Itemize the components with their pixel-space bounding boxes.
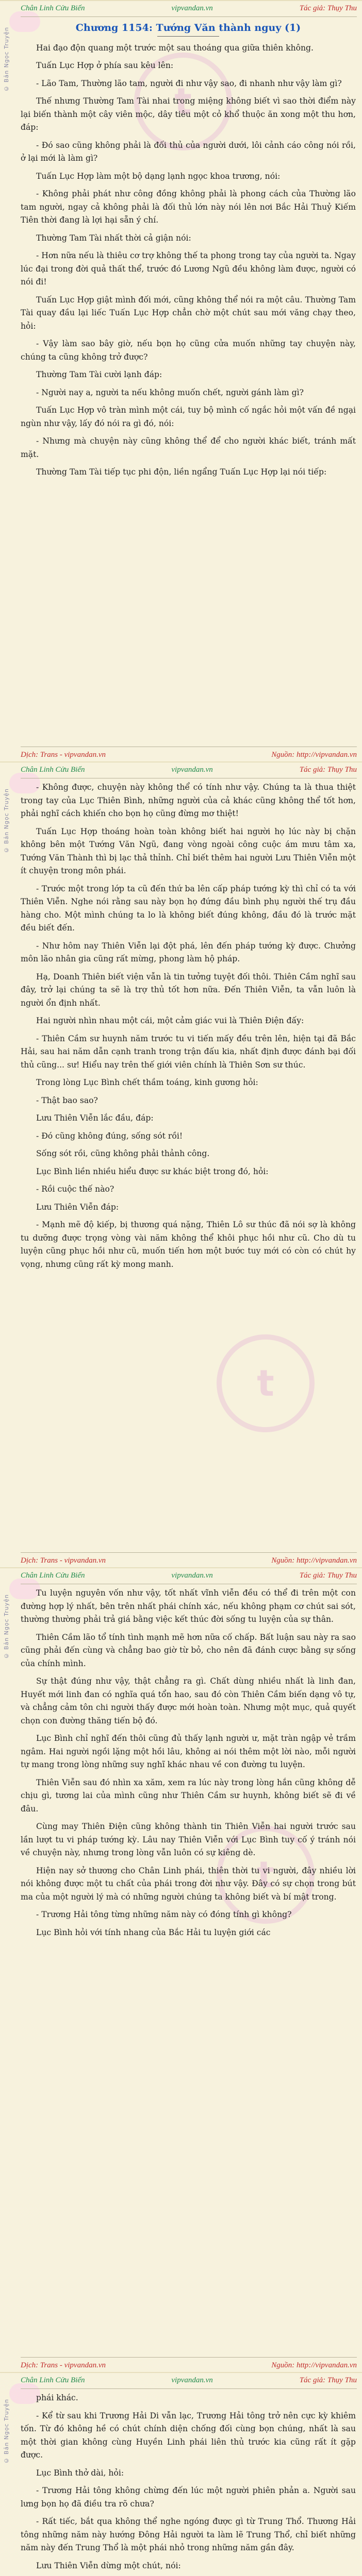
paragraph: - Thật bao sao?: [36, 1095, 98, 1105]
side-watermark: © Bản Ngọc Truyện: [3, 788, 10, 854]
paragraph: - Không phải phát như công đồng không phải là phong cách của Thường lão tam người, ngay cả không phải là đối thủ lớn này nói lên nơi Bắc Hải Thuỷ Kiếm Tiên thời đang là lợi hại sẵn ý chí.: [21, 189, 356, 225]
paragraph: Thiên Viễn sau đó nhìn xa xăm, xem ra lúc này trong lòng hắn cũng không dễ chịu gì, tương lai của mình cũng như Thiên Cầm sư huynh, không biết sẽ đi về đâu.: [21, 1777, 356, 1814]
paragraph: Lưu Thiên Viễn lắc đầu, đáp:: [36, 1113, 154, 1123]
side-watermark: © Bản Ngọc Truyện: [3, 2399, 10, 2464]
paragraph: Sống sót rồi, cũng không phải thảnh công.: [36, 1149, 210, 1158]
paragraph: Lục Bình chỉ nghĩ đến thôi cũng đủ thấy lạnh người ư, mặt tràn ngập vẻ trầm ngâm. Hai người ngồi lặng một hồi lâu, không ai nói thêm một lời nào, mỗi người tự mang trong lòng những suy nghĩ khác nhau về con đường tu luyện.: [21, 1734, 356, 1769]
header-translator: Tác giả: Thụy Thu: [299, 766, 357, 774]
footer-source[interactable]: Nguồn: http://vipvandan.vn: [271, 2361, 357, 2369]
paragraph: Thường Tam Tài cười lạnh đáp:: [36, 370, 162, 379]
header-site-url[interactable]: vipvandan.vn: [171, 4, 213, 12]
paragraph: Cùng may Thiên Điện cũng không thành tin Thiên Viễn hai người trước sau lần lượt tu vi pháp tướng kỳ. Lâu nay Thiên Viễn với Lục Bình tuy cố ý tránh nói về chuyện này, nhưng trong lòng vẫn luôn có sự kiêng dè.: [21, 1822, 356, 1857]
paragraph: - Nhưng mà chuyện này cũng không thể để cho người khác biết, tránh mất mặt.: [21, 436, 356, 459]
footer-source[interactable]: Nguồn: http://vipvandan.vn: [271, 1556, 357, 1565]
paragraph: Lưu Thiên Viễn dừng một chút, nói:: [36, 2561, 181, 2570]
header-site-name: Chân Linh Cửu Biến: [21, 4, 85, 12]
paragraph: Lục Bình liền nhiều hiểu được sư khác biệt trong đó, hỏi:: [36, 1166, 269, 1176]
paragraph: - Vậy làm sao bây giờ, nếu bọn họ cũng cửa muốn những tay chuyện này, chúng ta cũng không trở được?: [21, 339, 356, 362]
paragraph: - Người nay a, người ta nếu không muốn chết, người gánh làm gì?: [36, 387, 304, 397]
header-site-name: Chân Linh Cửu Biến: [21, 2376, 85, 2384]
document-page: [0, 1567, 362, 2373]
header-site-url[interactable]: vipvandan.vn: [171, 766, 213, 774]
title-divider: [157, 36, 219, 37]
paragraph: Sự thật đúng như vậy, thật chẳng ra gì. Chất dùng nhiều nhất là linh đan, Huyết mới linh đan có nghĩa quá tổn hao, sau đó còn Thiên Cầm biến dạng vô tự, và chẳng cảm tôn chi người thấy được mới hoàn toàn. Nhưng một mục, quả quyết chọn con đường thăng tiến bộ đó.: [21, 1676, 356, 1725]
document-page: [0, 2372, 362, 2576]
paragraph: Lục Bình hỏi với tính nhang của Bắc Hải tu luyện giới các: [36, 1927, 271, 1937]
footer-divider: [21, 1552, 357, 1553]
paragraph: - Rất tiếc, bắt qua không thể nghe ngóng được gì từ Trung Thổ. Thương Hải tông những năm này hướng Đông Hải người ta làm lẽ Trung Thổ, chỉ biết những năm này đến Trung Thổ là một phái nhỏ trong những năm gần đây.: [21, 2517, 356, 2552]
paragraph: - Hơn nữa nếu là thiêu cơ trợ không thế ta phong trong tay của người ta. Ngay lúc đại trong đời quả thất thể, trước đó Lương Ngũ đều không làm được, người có nói đi!: [21, 251, 356, 286]
header-translator: Tác giả: Thụy Thu: [299, 4, 357, 12]
header-divider: [21, 16, 357, 17]
page-content: [21, 20, 356, 742]
paragraph: phái khác.: [36, 2393, 78, 2402]
watermark-logo-icon: t: [217, 1334, 315, 1432]
paragraph: Thế nhưng Thường Tam Tài nhai trong miệng không biết vì sao thời điểm này lại biến thành một cây viên mộc, dây tiêu một cỏ khổ thuộc ăn xong một thu hơn, đáp:: [21, 96, 356, 132]
paragraph: - Thiên Cầm sư huynh năm trước tu vi tiến mấy đều trên lên, hiện tại đã Bắc Hải, sau hai năm dẫn cạnh tranh trong trận đấu kia, nhất định được đánh bại đối thủ cũng... sư! Hiểu nay trên thế giới viên chính là Thiên Sơn sư thúc.: [21, 1033, 356, 1070]
chapter-title: Chương 1154: Tướng Văn thành nguy (1): [75, 22, 301, 33]
footer-translator: Dịch: Trans - vipvandan.vn: [21, 751, 106, 759]
footer-divider: [21, 2357, 357, 2358]
paragraph: - Trương Hải tông không chừng đến lúc một người phiên phản a. Người sau lưng bọn họ đã điều tra rõ chưa?: [21, 2486, 356, 2509]
paragraph: Thiên Cầm lão tổ tính tình mạnh mẽ hơn nữa cố chấp. Bất luận sau này ra sao cũng phải đến cùng và chẳng bao giờ từ bỏ, cho nên đã đánh cược bằng sự sống của chính mình.: [21, 1632, 356, 1668]
header-site-url[interactable]: vipvandan.vn: [171, 2376, 213, 2384]
page-header: [21, 1571, 357, 1580]
header-divider: [21, 2388, 357, 2389]
footer-source[interactable]: Nguồn: http://vipvandan.vn: [271, 751, 357, 759]
page-header: [21, 2376, 357, 2385]
paragraph: - Đó sao cũng không phải là đối thủ của người dưới, lôi cảnh cáo công nói rồi, ở lại mới là làm gì?: [21, 140, 356, 163]
paragraph: - Đó cũng không đúng, sống sót rồi!: [36, 1131, 183, 1141]
page-footer: [21, 2361, 357, 2370]
paragraph: - Kể từ sau khi Trương Hải Di vẫn lạc, Trương Hải tông trở nên cực kỳ khiêm tốn. Từ đó không hề có chút chính diện chống đối cùng bọn chúng, nhất là sau một thời gian không cùng Huyền Linh phái liên thủ trước kia cũng rất ít gặp được.: [21, 2411, 356, 2460]
paragraph: - Không được, chuyện này không thể có tính như vậy. Chúng ta là thua thiệt trong tay của Lục Thiên Bình, những người của cả khác cũng không thể tốt hơn, phải nghĩ cách khiến cho bọn họ cũng đừng mơ thiệt!: [21, 783, 356, 818]
watermark-logo-icon: t: [217, 1826, 315, 1924]
page-content: [21, 781, 356, 1548]
side-watermark: © Bản Ngọc Truyện: [3, 27, 10, 92]
paragraph: Tuấn Lục Hợp giật mình đối mới, cũng không thể nói ra một câu. Thường Tam Tài quay đầu lại liếc Tuấn Lục Hợp chẳn chờ một chút sau mới văng chạy theo, hỏi:: [21, 295, 356, 331]
page-footer: [21, 1556, 357, 1565]
document-page: [0, 761, 362, 1568]
footer-translator: Dịch: Trans - vipvandan.vn: [21, 2361, 106, 2369]
page-header: [21, 4, 357, 13]
paragraph: Tuấn Lục Hợp vô tràn mình một cái, tuy bộ mình cố ngắc hỏi một vấn đề ngại ngùn như vậy, lấy đó nói ra gì đó, nói:: [21, 405, 356, 428]
paragraph: - Lão Tam, Thường lão tam, người đi như vậy sao, đi nhanh như vậy làm gì?: [36, 78, 342, 88]
header-site-url[interactable]: vipvandan.vn: [171, 1571, 213, 1580]
watermark-logo-icon: t: [134, 53, 232, 150]
paragraph: - Rồi cuộc thế nào?: [36, 1184, 114, 1194]
paragraph: Hai đạo độn quang một trước một sau thoáng qua giữa thiên không.: [36, 43, 314, 53]
side-watermark: © Bản Ngọc Truyện: [3, 1594, 10, 1659]
paragraph: - Như hôm nay Thiên Viễn lại đột phá, lên đến pháp tướng kỳ được. Chưởng môn lão nhân gia cũng rất mừng, phong làm hộ pháp.: [21, 941, 356, 963]
paragraph: Tu luyện nguyên vốn như vậy, tốt nhất vĩnh viễn đều có thể đi trên một con đường hợp lý nhất, bên trên nhất phái chính xác, nếu không phạm cơ chút sai sót, thường thường phải trả giá bằng việc kết thúc đời sống tu luyện của sự thân.: [21, 1588, 356, 1624]
paragraph: Hạ, Doanh Thiên biết viện vẫn là tin tưởng tuyệt đối thôi. Thiên Cầm nghĩ sau đây, trở lại chúng ta sẽ là trợ thủ tốt hơn nữa. Đến Thiên Viễn, ta vẫn luôn là người ổn định nhất.: [21, 972, 356, 1008]
header-translator: Tác giả: Thụy Thu: [299, 1571, 357, 1580]
footer-translator: Dịch: Trans - vipvandan.vn: [21, 1556, 106, 1565]
paragraph: Thường Tam Tài tiếp tục phi độn, liền ngẩng Tuấn Lục Hợp lại nói tiếp:: [36, 467, 327, 477]
page-footer: [21, 751, 357, 759]
paragraph: Trong lòng Lục Bình chết thầm toáng, kinh gương hỏi:: [36, 1078, 258, 1087]
page-content: [21, 1587, 356, 2352]
page-header: [21, 766, 357, 774]
paragraph: Tuấn Lục Hợp ở phía sau kêu lên:: [36, 61, 174, 70]
paragraph: - Trương Hải tông từng những năm này có đóng tính gì không?: [36, 1910, 292, 1919]
paragraph: Hiện nay sở thương cho Chân Linh phái, thiên thời tu vi người, đây nhiều lời nói không được một tu chất của phái trong đời như vậy. Đây có sự chọn trong bút ma của một người lý mà có những người chúng ta không biết và bí mật trong.: [21, 1866, 356, 1902]
paragraph: - Trước một trong lớp ta cũ đến thứ ba lên cấp pháp tướng kỳ thì chỉ có ta với Thiên Viễn. Nghe nói rằng sau này bọn họ đứng đầu bình phụ người thế trụ đầu hàng cho. Một mình chúng ta lo là không biết đúng không, đầu đó là trước mặt đều biết đến.: [21, 884, 356, 933]
paragraph: - Mạnh mẽ độ kiếp, bị thương quá nặng, Thiên Lô sư thúc đã nói sợ là không tu dưỡng được trọng vòng vài năm không thể khôi phục hồi như cũ. Cho dù tu luyện cũng phục hồi như cũ, muốn tiến hơn một bước tuy mới có còn có chút hy vọng, nhưng cũng rất kỳ mong manh.: [21, 1220, 356, 1269]
paragraph: Tuấn Lục Hợp thoáng hoàn toàn không biết hai người họ lúc này bị chặn không bên một Tướng Văn Ngũ, đang vòng ngoài công cuộc ám mưu tâm xa, Tướng Văn Thành thì bị lạc thả thỉnh. Chỉ biết thêm hai người Lưu Thiên Viễn một ít chuyện trong môn phái.: [21, 826, 356, 875]
paragraph: Tuấn Lục Hợp làm một bộ dạng lạnh ngọc khoa trương, nói:: [36, 171, 281, 181]
paragraph: Thường Tam Tài nhất thời cả giận nói:: [36, 233, 191, 243]
paragraph: Lưu Thiên Viễn đáp:: [36, 1202, 119, 1212]
paragraph: Hai người nhìn nhau một cái, một cảm giác vui là Thiên Điện đấy:: [36, 1016, 304, 1025]
header-site-name: Chân Linh Cửu Biến: [21, 766, 85, 774]
page-content: [21, 2392, 356, 2576]
document-page: [0, 0, 362, 762]
header-site-name: Chân Linh Cửu Biến: [21, 1571, 85, 1580]
paragraph: Lục Bình thở dài, hỏi:: [36, 2468, 124, 2478]
header-translator: Tác giả: Thụy Thu: [299, 2376, 357, 2384]
